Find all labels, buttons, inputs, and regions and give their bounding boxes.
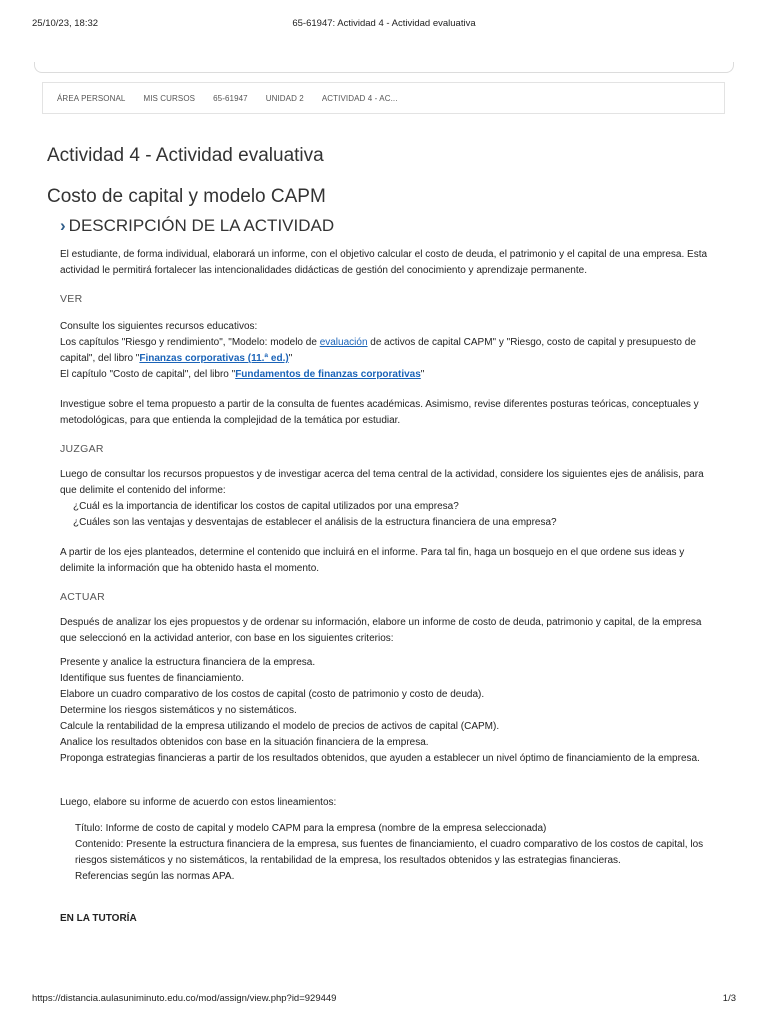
ver-resource-1-text-c: " <box>288 353 293 364</box>
criteria-item: Elabore un cuadro comparativo de los costos de capital (costo de patrimonio y costo de deuda). <box>60 689 485 700</box>
intro-paragraph: El estudiante, de forma individual, elaborará un informe, con el objetivo calcular el costo de deuda, el patrimonio y el capital de una empresa. Esta actividad le permitirá fortalecer las intencionalidades didácticas de gestión del conocimiento y aprendizaje permanente. <box>60 249 708 276</box>
tutoria-heading: EN LA TUTORÍA <box>60 913 137 924</box>
juzgar-heading: JUZGAR <box>60 443 104 455</box>
ver-heading: VER <box>60 293 83 305</box>
chevron-right-icon: › <box>60 216 66 235</box>
section-heading-label: DESCRIPCIÓN DE LA ACTIVIDAD <box>68 216 335 235</box>
breadcrumb-course[interactable]: 65-61947 <box>213 93 248 103</box>
top-navbar-edge <box>34 62 734 73</box>
print-url: https://distancia.aulasuniminuto.edu.co/mod/assign/view.php?id=929449 <box>32 993 337 1004</box>
actuar-heading: ACTUAR <box>60 591 105 603</box>
print-page-title: 65-61947: Actividad 4 - Actividad evaluativa <box>292 18 476 29</box>
actuar-intro: Después de analizar los ejes propuestos y de ordenar su información, elabore un informe de costo de deuda, patrimonio y capital, de la empresa que seleccionó en la actividad anterior, con base en los siguientes criterios: <box>60 617 702 644</box>
link-evaluacion[interactable]: evaluación <box>319 337 368 348</box>
ver-resource-1-text-a: Los capítulos "Riesgo y rendimiento", "Modelo: modelo de <box>60 337 320 348</box>
breadcrumb-activity[interactable]: ACTIVIDAD 4 - AC... <box>321 93 398 103</box>
criteria-item: Identifique sus fuentes de financiamiento. <box>60 673 245 684</box>
breadcrumb <box>42 82 725 114</box>
criteria-item: Determine los riesgos sistemáticos y no sistemáticos. <box>60 705 297 716</box>
print-header <box>32 18 736 32</box>
guideline-item: Título: Informe de costo de capital y modelo CAPM para la empresa (nombre de la empresa seleccionada) <box>75 823 547 834</box>
page-title: Actividad 4 - Actividad evaluativa <box>47 145 324 166</box>
criteria-item: Presente y analice la estructura financiera de la empresa. <box>60 657 316 668</box>
link-finanzas-corporativas[interactable]: Finanzas corporativas (11.ª ed.) <box>139 353 289 364</box>
juzgar-question: ¿Cuál es la importancia de identificar los costos de capital utilizados por una empresa? <box>73 501 459 512</box>
print-footer <box>32 993 736 1007</box>
breadcrumb-mis-cursos[interactable]: MIS CURSOS <box>143 93 196 103</box>
print-datetime: 25/10/23, 18:32 <box>32 18 99 29</box>
juzgar-after: A partir de los ejes planteados, determine el contenido que incluirá en el informe. Para tal fin, haga un bosquejo en el que ordene sus ideas y delimite la información que ha obtenido hasta el momento. <box>60 547 685 574</box>
ver-resource-2 <box>60 367 720 383</box>
ver-investigate: Investigue sobre el tema propuesto a partir de la consulta de fuentes académicas. Asimismo, revise diferentes posturas teóricas, conceptuales y metodológicas, para que entienda la complejidad de la temática por estudiar. <box>60 399 699 426</box>
breadcrumb-unit[interactable]: UNIDAD 2 <box>265 93 304 103</box>
ver-resource-1 <box>60 335 720 367</box>
guidelines-intro: Luego, elabore su informe de acuerdo con estos lineamientos: <box>60 797 337 808</box>
ver-resource-1-text-b: de activos de capital CAPM" y "Riesgo, costo de capital y presupuesto de capital", del libro " <box>60 337 696 364</box>
criteria-item: Proponga estrategias financieras a partir de los resultados obtenidos, que ayuden a establecer un nivel óptimo de financiamiento de la empresa. <box>60 753 700 764</box>
print-page-number: 1/3 <box>722 993 736 1004</box>
link-fundamentos-finanzas[interactable]: Fundamentos de finanzas corporativas <box>235 369 421 380</box>
guideline-item: Contenido: Presente la estructura financiera de la empresa, sus fuentes de financiamiento, el cuadro comparativo de los costos de capital, los riesgos sistemáticos y no sistemáticos, la rentabilidad de la empresa, los resultados obtenidos y las estrategias financieras. <box>75 839 704 866</box>
criteria-item: Calcule la rentabilidad de la empresa utilizando el modelo de precios de activos de capital (CAPM). <box>60 721 500 732</box>
guideline-item: Referencias según las normas APA. <box>75 871 235 882</box>
criteria-item: Analice los resultados obtenidos con base en la situación financiera de la empresa. <box>60 737 429 748</box>
juzgar-intro: Luego de consultar los recursos propuestos y de investigar acerca del tema central de la actividad, considere los siguientes ejes de análisis, para que delimite el contenido del informe: <box>60 469 704 496</box>
actuar-criteria-list <box>60 655 720 767</box>
breadcrumb-area-personal[interactable]: ÁREA PERSONAL <box>57 93 126 103</box>
ver-resource-2-text-a: El capítulo "Costo de capital", del libro " <box>60 369 236 380</box>
guidelines-list <box>60 821 720 885</box>
ver-resource-2-text-c: " <box>420 369 425 380</box>
section-heading <box>60 216 334 236</box>
juzgar-question: ¿Cuáles son las ventajas y desventajas de establecer el análisis de la estructura financiera de una empresa? <box>73 517 557 528</box>
assignment-title: Costo de capital y modelo CAPM <box>47 186 326 207</box>
ver-consult: Consulte los siguientes recursos educativos: <box>60 321 258 332</box>
activity-description <box>60 247 720 927</box>
